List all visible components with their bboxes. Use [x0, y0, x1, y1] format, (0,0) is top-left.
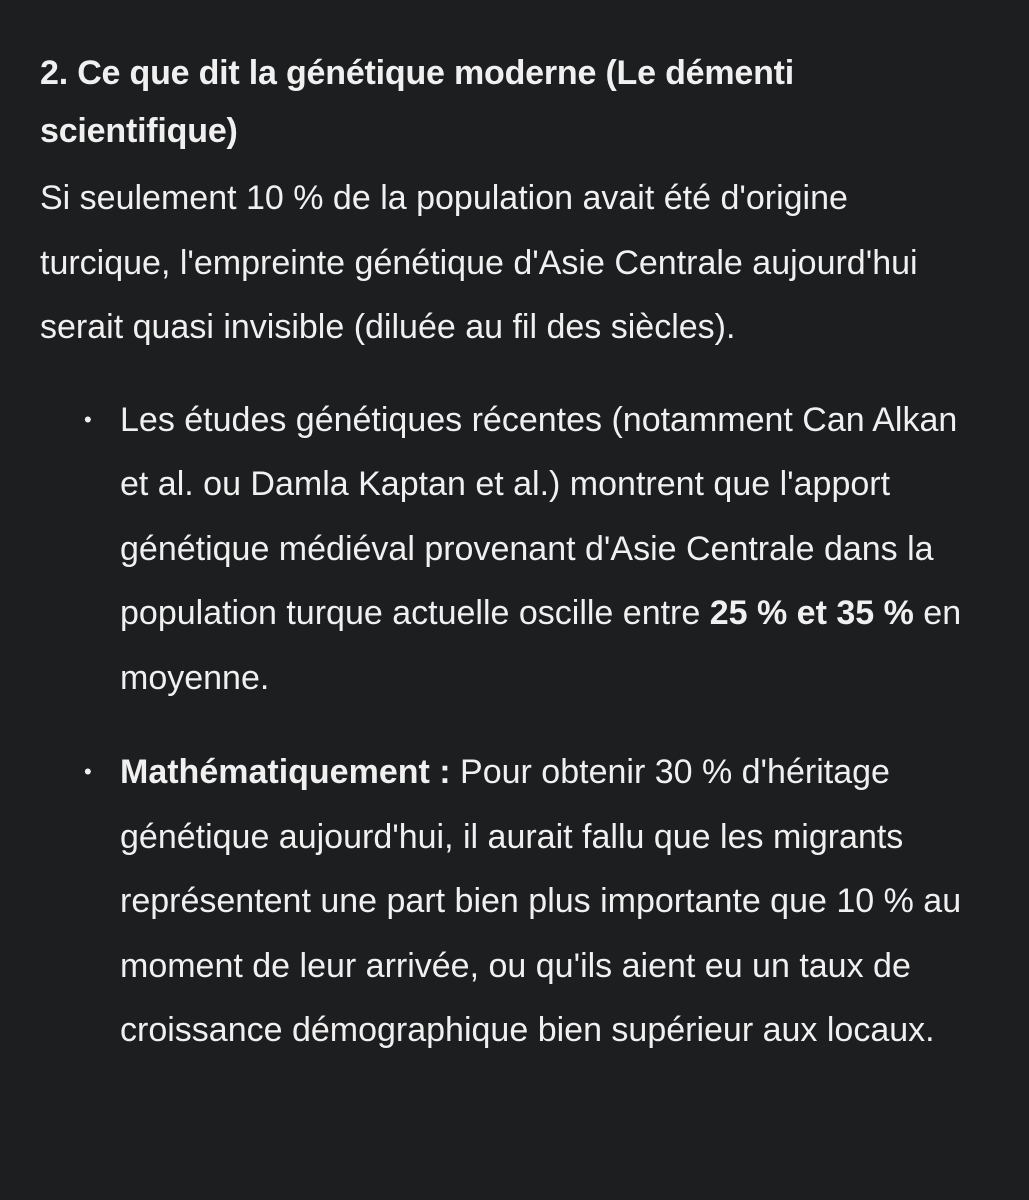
section-heading: 2. Ce que dit la génétique moderne (Le démenti scientifique): [40, 54, 795, 150]
bullet-text: Les études génétiques récentes (notamment Can Alkan et al. ou Damla Kaptan et al.) montrent que l'apport génétique médiéval provenant d'Asie Centrale dans la population turque actuelle oscille entre: [120, 400, 958, 632]
bullet-list: [40, 388, 989, 1063]
bullet-icon: •: [84, 406, 92, 432]
bullet-text: Pour obtenir 30 % d'héritage génétique aujourd'hui, il aurait fallu que les migrants représentent une part bien plus importante que 10 % au moment de leur arrivée, ou qu'ils aient eu un taux de croissance démographique bien supérieur aux locaux.: [120, 753, 962, 1049]
list-item: [40, 740, 990, 1063]
bullet-text-end: en moyenne.: [120, 594, 962, 697]
bullet-icon: •: [84, 759, 92, 784]
intro-paragraph: Si seulement 10 % de la population avait été d'origine turcique, l'empreinte génétique d'Asie Centrale aujourd'hui serait quasi invisible (diluée au fil des siècles).: [40, 179, 918, 346]
bullet-bold-text: 25 % et 35 %: [709, 594, 914, 632]
list-item: [40, 388, 990, 711]
bullet-bold-text: Mathématiquement :: [120, 753, 451, 791]
